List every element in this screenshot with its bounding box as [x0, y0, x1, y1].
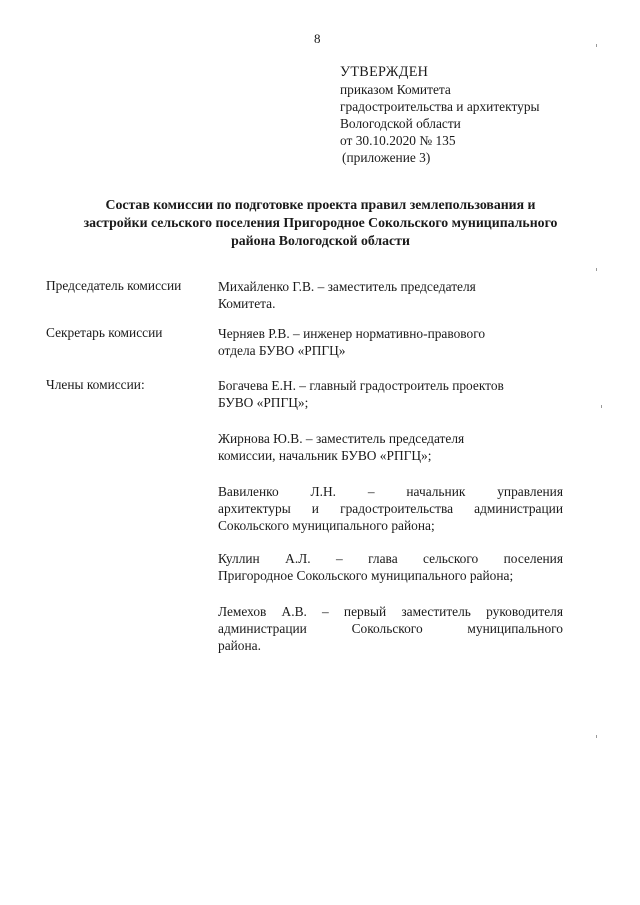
secretary-entry	[218, 325, 563, 359]
entry-line: района.	[218, 638, 261, 653]
scan-speck	[601, 405, 602, 408]
approval-line: градостроительства и архитектуры	[340, 99, 540, 114]
entry-line: Комитета.	[218, 296, 276, 311]
page-number: 8	[314, 31, 321, 46]
entry-line: БУВО «РПГЦ»;	[218, 395, 309, 410]
entry-line: комиссии, начальник БУВО «РПГЦ»;	[218, 448, 432, 463]
title-line: района Вологодской области	[231, 233, 410, 248]
document-title	[48, 196, 593, 250]
role-secretary-label: Секретарь комиссии	[46, 325, 163, 340]
chairman-entry	[218, 278, 563, 312]
scan-speck	[596, 735, 597, 738]
entry-line: Пригородное Сокольского муниципального района;	[218, 568, 514, 583]
entry-line: Черняев Р.В. – инженер нормативно-правового	[218, 326, 486, 341]
entry-line: Вавиленко Л.Н. – начальник управления	[218, 484, 563, 499]
entry-line: Жирнова Ю.В. – заместитель председателя	[218, 431, 465, 446]
entry-line: Сокольского муниципального района;	[218, 518, 435, 533]
entry-line: Богачева Е.Н. – главный градостроитель проектов	[218, 378, 504, 393]
title-line: застройки сельского поселения Пригородное Сокольского муниципального	[83, 215, 558, 230]
entry-line: Куллин А.Л. – глава сельского поселения	[218, 551, 563, 566]
entry-line: отдела БУВО «РПГЦ»	[218, 343, 346, 358]
approval-line: от 30.10.2020 № 135	[340, 133, 456, 148]
scan-speck	[596, 268, 597, 271]
scan-speck	[596, 44, 597, 47]
entry-line: Михайленко Г.В. – заместитель председателя	[218, 279, 476, 294]
approval-line: (приложение 3)	[342, 150, 431, 165]
entry-line: архитектуры и градостроительства администрации	[218, 501, 563, 516]
member-entry	[218, 430, 563, 464]
approval-line: приказом Комитета	[340, 82, 451, 97]
member-entry	[218, 377, 563, 411]
approval-block	[340, 64, 540, 166]
approval-line: УТВЕРЖДЕН	[340, 64, 429, 80]
member-entry	[218, 603, 563, 654]
member-entry	[218, 550, 563, 584]
role-members-label: Члены комиссии:	[46, 377, 145, 392]
entry-line: администрации Сокольского муниципального	[218, 621, 563, 636]
role-chairman-label: Председатель комиссии	[46, 278, 182, 293]
title-line: Состав комиссии по подготовке проекта правил землепользования и	[105, 197, 536, 212]
entry-line: Лемехов А.В. – первый заместитель руководителя	[218, 604, 563, 619]
approval-line: Вологодской области	[340, 116, 461, 131]
member-entry	[218, 483, 563, 534]
